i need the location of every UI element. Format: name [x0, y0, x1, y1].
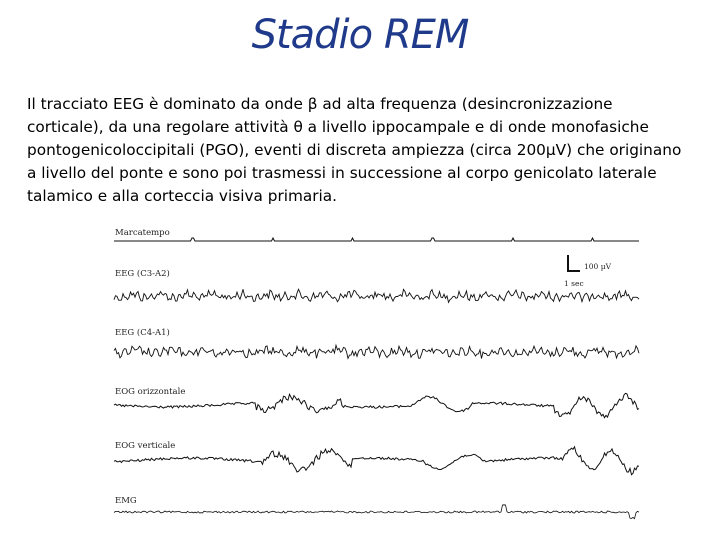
trace-label-eog-h: EOG orizzontale	[115, 387, 186, 397]
trace-emg	[114, 505, 639, 519]
trace-label-eog-v: EOG verticale	[115, 441, 176, 451]
trace-marcatempo	[114, 238, 639, 241]
trace-eog-h	[114, 393, 639, 417]
body-line: Il tracciato EEG è dominato da onde β ad alta frequenza (desincronizzazione	[27, 95, 613, 113]
polysomnography-figure	[112, 224, 642, 524]
trace-eeg-c4	[114, 345, 639, 358]
scale-amplitude-label: 100 µV	[584, 262, 611, 271]
trace-label-eeg-c3: EEG (C3-A2)	[115, 269, 170, 279]
body-line: corticale), da una regolare attività θ a livello ippocampale e di onde monofasiche	[27, 118, 649, 136]
scale-time-label: 1 sec	[564, 279, 584, 288]
body-line: a livello del ponte e sono poi trasmessi in successione al corpo genicolato laterale	[27, 164, 657, 182]
scale-bar	[568, 255, 580, 271]
trace-label-marcatempo: Marcatempo	[115, 228, 170, 238]
trace-label-eeg-c4: EEG (C4-A1)	[115, 328, 170, 338]
trace-eog-v	[114, 447, 639, 475]
body-line: talamico e alla corteccia visiva primaria.	[27, 187, 338, 205]
trace-canvas	[112, 224, 642, 524]
slide-body-text	[27, 93, 707, 208]
trace-eeg-c3	[114, 289, 639, 302]
trace-label-emg: EMG	[115, 496, 137, 506]
slide-title: Stadio REM	[251, 12, 469, 58]
body-line: pontogenicoloccipitali (PGO), eventi di discreta ampiezza (circa 200µV) che originano	[27, 141, 682, 159]
